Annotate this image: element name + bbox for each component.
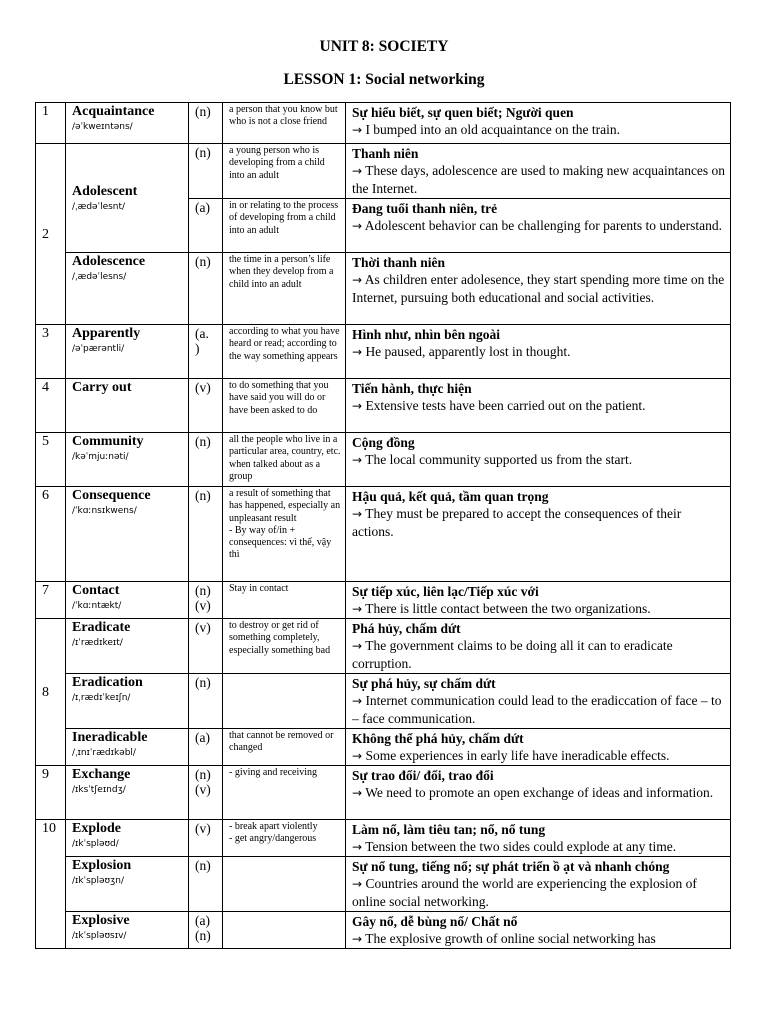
word-cell: [66, 325, 189, 379]
headword: Apparently: [72, 326, 141, 341]
part-of-speech: (n): [189, 487, 223, 582]
meaning-cell: [346, 253, 731, 325]
word-cell: [66, 674, 189, 729]
table-row: [36, 674, 731, 729]
entry-number: 5: [36, 433, 66, 487]
table-row: [36, 253, 731, 325]
arrow-icon: →: [352, 602, 363, 616]
vietnamese-meaning: Sự phá hủy, sự chấm dứt: [352, 676, 496, 691]
pronunciation: /kəˈmjuːnəti/: [72, 452, 129, 462]
arrow-icon: →: [352, 399, 363, 413]
meaning-cell: [346, 379, 731, 433]
meaning-cell: [346, 199, 731, 253]
word-cell: [66, 144, 189, 253]
meaning-cell: [346, 912, 731, 949]
arrow-icon: →: [352, 786, 363, 800]
meaning-cell: [346, 820, 731, 857]
table-row: [36, 487, 731, 582]
vietnamese-meaning: Gây nổ, dễ bùng nổ/ Chất nổ: [352, 914, 518, 929]
arrow-icon: →: [352, 219, 363, 233]
example: → Some experiences in early life have ineradicable effects.: [352, 748, 670, 763]
table-row: [36, 379, 731, 433]
definition: - giving and receiving: [223, 766, 346, 820]
arrow-icon: →: [352, 932, 363, 946]
example: → Extensive tests have been carried out on the patient.: [352, 398, 646, 413]
meaning-cell: [346, 144, 731, 199]
definition: the time in a person’s life when they develop from a child into an adult: [223, 253, 346, 325]
arrow-icon: →: [352, 694, 363, 708]
headword: Carry out: [72, 380, 132, 395]
definition: [223, 674, 346, 729]
table-row: [36, 820, 731, 857]
vietnamese-meaning: Đang tuổi thanh niên, trẻ: [352, 201, 498, 216]
definition: a result of something that has happened, especially an unpleasant result - By way of/in + consequences: vì thế, vậy thì: [223, 487, 346, 582]
table-row: [36, 766, 731, 820]
vocabulary-table: [35, 102, 731, 949]
pronunciation: /ɪˈrædɪkeɪt/: [72, 638, 123, 648]
pronunciation: /ɪkˈspləʊd/: [72, 839, 119, 849]
entry-number: 8: [36, 619, 66, 766]
definition: [223, 857, 346, 912]
entry-number: 10: [36, 820, 66, 949]
vietnamese-meaning: Hậu quả, kết quả, tầm quan trọng: [352, 489, 549, 504]
word-cell: [66, 619, 189, 674]
definition: to do something that you have said you will do or have been asked to do: [223, 379, 346, 433]
definition: that cannot be removed or changed: [223, 729, 346, 766]
part-of-speech: (v): [189, 379, 223, 433]
vietnamese-meaning: Sự hiểu biết, sự quen biết; Người quen: [352, 105, 574, 120]
part-of-speech: (n): [189, 674, 223, 729]
part-of-speech: (n) (v): [189, 582, 223, 619]
example: → Internet communication could lead to the eradiccation of face – to – face communication.: [352, 693, 722, 726]
example: → As children enter adolesence, they start spending more time on the Internet, pursuing both educational and social activities.: [352, 272, 725, 305]
part-of-speech: (v): [189, 820, 223, 857]
word-cell: [66, 729, 189, 766]
word-cell: [66, 582, 189, 619]
pronunciation: /ˌɪnɪˈrædɪkəbl/: [72, 748, 136, 758]
vietnamese-meaning: Phá hủy, chấm dứt: [352, 621, 461, 636]
example: → There is little contact between the two organizations.: [352, 601, 651, 616]
word-cell: [66, 433, 189, 487]
part-of-speech: (n): [189, 253, 223, 325]
headword: Explode: [72, 821, 122, 836]
word-cell: [66, 857, 189, 912]
headword: Ineradicable: [72, 730, 148, 745]
part-of-speech: (a. ): [189, 325, 223, 379]
table-row: [36, 619, 731, 674]
meaning-cell: [346, 619, 731, 674]
arrow-icon: →: [352, 273, 363, 287]
pronunciation: /ˌædəˈlesns/: [72, 272, 127, 282]
example: → These days, adolescence are used to making new acquaintances on the Internet.: [352, 163, 726, 196]
headword: Acquaintance: [72, 104, 155, 119]
word-cell: [66, 379, 189, 433]
part-of-speech: (n): [189, 144, 223, 199]
headword: Adolescent: [72, 184, 138, 199]
headword: Consequence: [72, 488, 151, 503]
meaning-cell: [346, 766, 731, 820]
arrow-icon: →: [352, 453, 363, 467]
arrow-icon: →: [352, 345, 363, 359]
pronunciation: /ɪkˈspləʊsɪv/: [72, 931, 127, 941]
word-cell: [66, 487, 189, 582]
headword: Eradicate: [72, 620, 131, 635]
table-row: [36, 433, 731, 487]
word-cell: [66, 820, 189, 857]
entry-number: 9: [36, 766, 66, 820]
definition: in or relating to the process of developing from a child into an adult: [223, 199, 346, 253]
pronunciation: /əˈkweɪntəns/: [72, 122, 133, 132]
example: → Adolescent behavior can be challenging for parents to understand.: [352, 218, 722, 233]
pronunciation: /ɪkˈspləʊʒn/: [72, 876, 124, 886]
vietnamese-meaning: Sự trao đổi/ đổi, trao đổi: [352, 768, 494, 783]
meaning-cell: [346, 325, 731, 379]
table-row: [36, 144, 731, 199]
example: → Countries around the world are experiencing the explosion of online social networking.: [352, 876, 697, 909]
example: → I bumped into an old acquaintance on the train.: [352, 122, 620, 137]
example: → They must be prepared to accept the consequences of their actions.: [352, 506, 682, 539]
headword: Eradication: [72, 675, 143, 690]
headword: Adolescence: [72, 254, 146, 269]
pronunciation: /əˈpærəntli/: [72, 344, 125, 354]
definition: all the people who live in a particular area, country, etc. when talked about as a group: [223, 433, 346, 487]
entry-number: 4: [36, 379, 66, 433]
vietnamese-meaning: Làm nổ, làm tiêu tan; nổ, nổ tung: [352, 822, 546, 837]
vietnamese-meaning: Sự nổ tung, tiếng nổ; sự phát triển ồ ạt và nhanh chóng: [352, 859, 670, 874]
meaning-cell: [346, 582, 731, 619]
meaning-cell: [346, 729, 731, 766]
word-cell: [66, 103, 189, 144]
example: → The government claims to be doing all it can to eradicate corruption.: [352, 638, 673, 671]
meaning-cell: [346, 857, 731, 912]
part-of-speech: (a): [189, 199, 223, 253]
definition: to destroy or get rid of something completely, especially something bad: [223, 619, 346, 674]
vietnamese-meaning: Sự tiếp xúc, liên lạc/Tiếp xúc với: [352, 584, 539, 599]
headword: Explosive: [72, 913, 130, 928]
definition: Stay in contact: [223, 582, 346, 619]
part-of-speech: (v): [189, 619, 223, 674]
definition: according to what you have heard or read; according to the way something appears: [223, 325, 346, 379]
arrow-icon: →: [352, 123, 363, 137]
table-row: [36, 103, 731, 144]
entry-number: 6: [36, 487, 66, 582]
vietnamese-meaning: Thanh niên: [352, 146, 419, 161]
headword: Exchange: [72, 767, 131, 782]
part-of-speech: (a) (n): [189, 912, 223, 949]
vietnamese-meaning: Thời thanh niên: [352, 255, 446, 270]
example: → He paused, apparently lost in thought.: [352, 344, 571, 359]
definition: - break apart violently - get angry/dangerous: [223, 820, 346, 857]
lesson-title: LESSON 1: Social networking: [283, 71, 485, 88]
entry-number: 3: [36, 325, 66, 379]
meaning-cell: [346, 103, 731, 144]
part-of-speech: (n): [189, 857, 223, 912]
example: → We need to promote an open exchange of ideas and information.: [352, 785, 714, 800]
entry-number: 1: [36, 103, 66, 144]
arrow-icon: →: [352, 507, 363, 521]
definition: [223, 912, 346, 949]
pronunciation: /ˈkɑːntækt/: [72, 601, 122, 611]
table-row: [36, 582, 731, 619]
table-row: [36, 912, 731, 949]
table-row: [36, 857, 731, 912]
part-of-speech: (n) (v): [189, 766, 223, 820]
part-of-speech: (n): [189, 103, 223, 144]
pronunciation: /ˈkɑːnsɪkwens/: [72, 506, 137, 516]
vietnamese-meaning: Cộng đồng: [352, 435, 415, 450]
meaning-cell: [346, 487, 731, 582]
arrow-icon: →: [352, 749, 363, 763]
vietnamese-meaning: Hình như, nhìn bên ngoài: [352, 327, 501, 342]
table-row: [36, 729, 731, 766]
entry-number: 7: [36, 582, 66, 619]
part-of-speech: (a): [189, 729, 223, 766]
definition: a young person who is developing from a child into an adult: [223, 144, 346, 199]
arrow-icon: →: [352, 877, 363, 891]
example: → The explosive growth of online social networking has: [352, 931, 656, 946]
pronunciation: /ɪksˈtʃeɪndʒ/: [72, 785, 126, 795]
part-of-speech: (n): [189, 433, 223, 487]
vietnamese-meaning: Tiến hành, thực hiện: [352, 381, 472, 396]
vietnamese-meaning: Không thể phá hủy, chấm dứt: [352, 731, 524, 746]
meaning-cell: [346, 674, 731, 729]
example: → The local community supported us from the start.: [352, 452, 633, 467]
pronunciation: /ˌædəˈlesnt/: [72, 202, 126, 212]
word-cell: [66, 253, 189, 325]
arrow-icon: →: [352, 164, 363, 178]
headword: Explosion: [72, 858, 132, 873]
example: → Tension between the two sides could explode at any time.: [352, 839, 677, 854]
arrow-icon: →: [352, 840, 363, 854]
word-cell: [66, 766, 189, 820]
word-cell: [66, 912, 189, 949]
arrow-icon: →: [352, 639, 363, 653]
unit-title: UNIT 8: SOCIETY: [319, 38, 449, 55]
headword: Contact: [72, 583, 120, 598]
definition: a person that you know but who is not a close friend: [223, 103, 346, 144]
meaning-cell: [346, 433, 731, 487]
entry-number: 2: [36, 144, 66, 325]
pronunciation: /ɪˌrædɪˈkeɪʃn/: [72, 693, 131, 703]
headword: Community: [72, 434, 144, 449]
table-row: [36, 325, 731, 379]
